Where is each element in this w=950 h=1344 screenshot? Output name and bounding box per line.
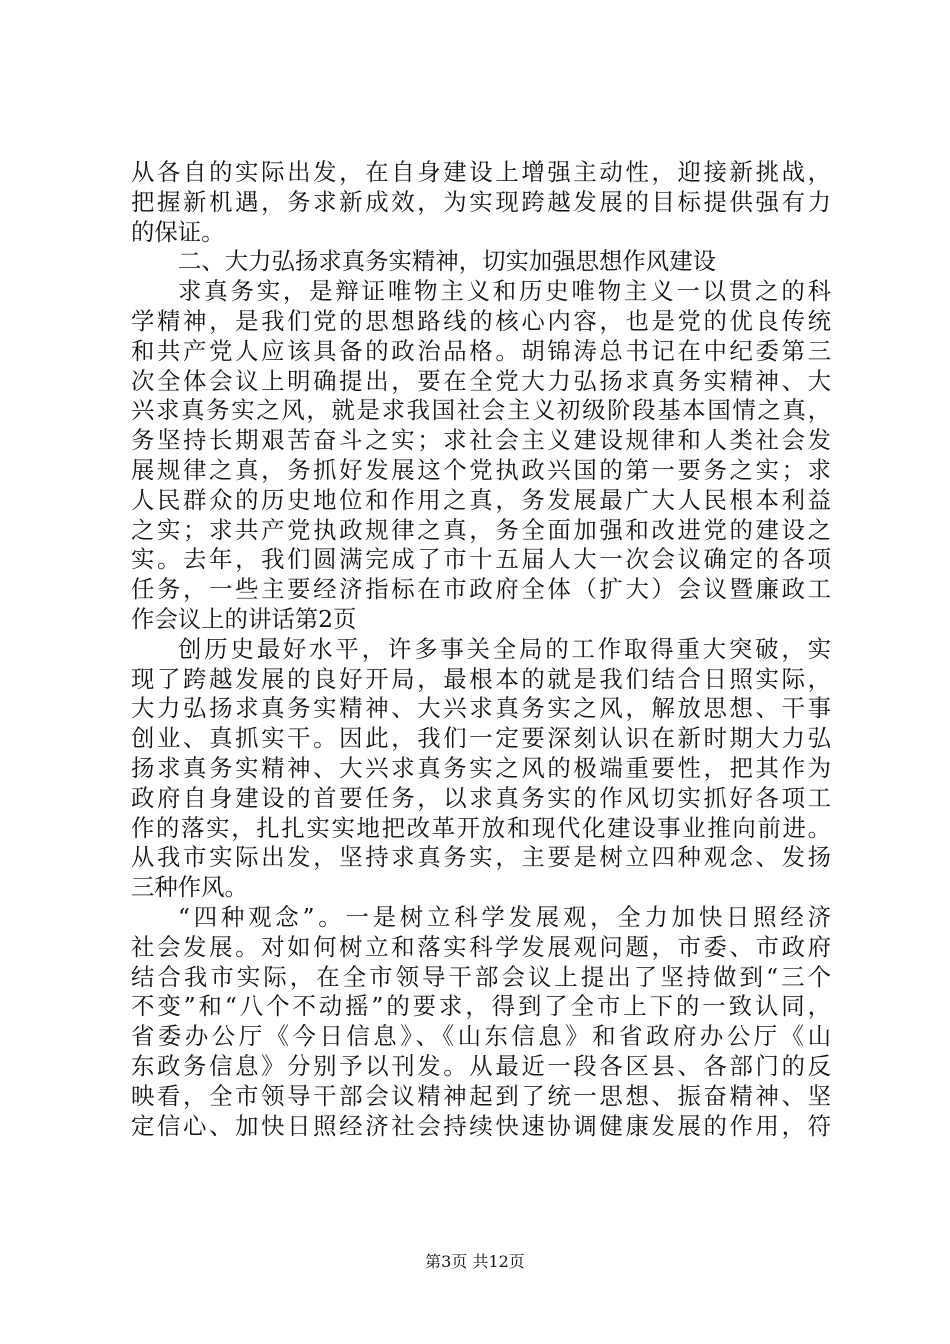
text-line: 结合我市实际，在全市领导干部会议上提出了坚持做到“三个: [131, 962, 831, 991]
text-line: 任务，一些主要经济指标在市政府全体（扩大）会议暨廉政工: [131, 575, 831, 604]
text-line: 实。去年，我们圆满完成了市十五届人大一次会议确定的各项: [131, 545, 831, 574]
text-line: 政府自身建设的首要任务，以求真务实的作风切实抓好各项工: [131, 783, 831, 812]
text-line: 定信心、加快日照经济社会持续快速协调健康发展的作用，符: [131, 1111, 831, 1140]
text-line: 创历史最好水平，许多事关全局的工作取得重大突破，实: [178, 634, 831, 663]
text-line: 之实；求共产党执政规律之真，务全面加强和改进党的建设之: [131, 515, 831, 544]
text-line: 现了跨越发展的良好开局，最根本的就是我们结合日照实际，: [131, 664, 831, 693]
text-line: 的保证。: [131, 217, 225, 246]
text-line: 作的落实，扎扎实实地把改革开放和现代化建设事业推向前进。: [131, 813, 831, 842]
text-line: 三种作风。: [131, 873, 248, 902]
section-heading: 二、大力弘扬求真务实精神，切实加强思想作风建设: [178, 247, 716, 276]
text-line: 务坚持长期艰苦奋斗之实；求社会主义建设规律和人类社会发: [131, 426, 831, 455]
body-text: [131, 158, 831, 1141]
text-line: 不变”和“八个不动摇”的要求，得到了全市上下的一致认同，: [131, 992, 831, 1021]
text-line: “四种观念”。一是树立科学发展观，全力加快日照经济: [178, 902, 831, 931]
text-line: 扬求真务实精神、大兴求真务实之风的极端重要性，把其作为: [131, 753, 831, 782]
text-line: 作会议上的讲话第2页: [131, 604, 357, 633]
text-line: 社会发展。对如何树立和落实科学发展观问题，市委、市政府: [131, 932, 831, 961]
text-line: 次全体会议上明确提出，要在全党大力弘扬求真务实精神、大: [131, 366, 831, 395]
text-line: 求真务实，是辩证唯物主义和历史唯物主义一以贯之的科: [178, 277, 831, 306]
text-line: 东政务信息》分别予以刊发。从最近一段各区县、各部门的反: [131, 1051, 831, 1080]
page-footer: 第3页 共12页: [425, 1252, 525, 1271]
text-line: 从我市实际出发，坚持求真务实，主要是树立四种观念、发扬: [131, 843, 831, 872]
text-line: 从各自的实际出发，在自身建设上增强主动性，迎接新挑战，: [131, 158, 831, 186]
text-line: 和共产党人应该具备的政治品格。胡锦涛总书记在中纪委第三: [131, 336, 831, 365]
text-line: 兴求真务实之风，就是求我国社会主义初级阶段基本国情之真，: [131, 396, 831, 425]
text-line: 创业、真抓实干。因此，我们一定要深刻认识在新时期大力弘: [131, 724, 831, 753]
text-line: 人民群众的历史地位和作用之真，务发展最广大人民根本利益: [131, 485, 831, 514]
text-line: 把握新机遇，务求新成效，为实现跨越发展的目标提供强有力: [131, 187, 831, 216]
text-line: 映看，全市领导干部会议精神起到了统一思想、振奋精神、坚: [131, 1081, 831, 1110]
text-line: 学精神，是我们党的思想路线的核心内容，也是党的优良传统: [131, 306, 831, 335]
text-line: 展规律之真，务抓好发展这个党执政兴国的第一要务之实；求: [131, 455, 831, 484]
text-line: 省委办公厅《今日信息》、《山东信息》和省政府办公厅《山: [131, 1022, 831, 1051]
text-line: 大力弘扬求真务实精神、大兴求真务实之风，解放思想、干事: [131, 694, 831, 723]
